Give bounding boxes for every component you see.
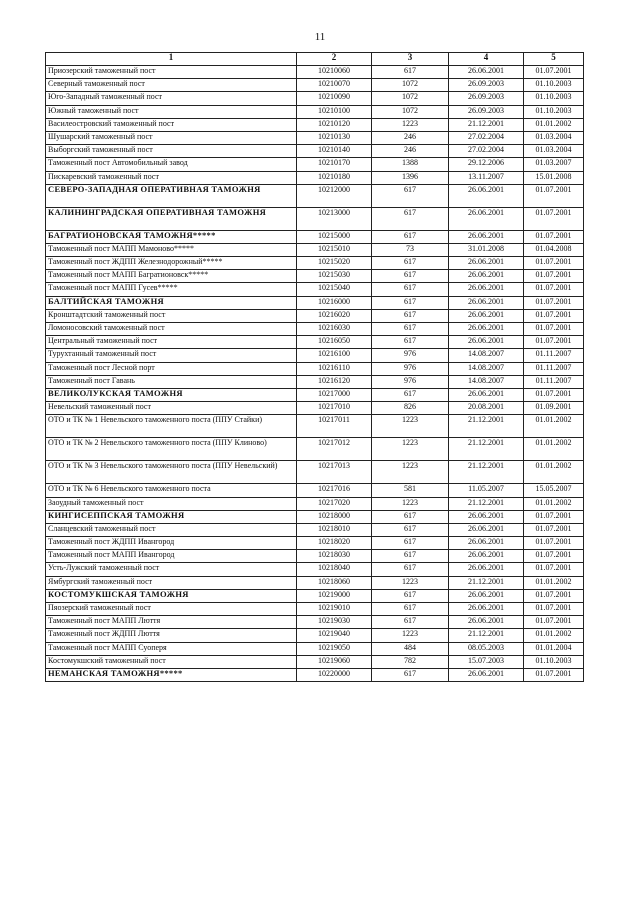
table-row [46,296,584,309]
cell-code: 10216030 [297,323,372,336]
cell-code: 10215000 [297,230,372,243]
table-body [46,66,584,682]
cell-date1: 26.09.2003 [449,79,524,92]
cell-code: 10215010 [297,243,372,256]
cell-date1: 26.06.2001 [449,336,524,349]
cell-c3: 617 [372,589,449,602]
cell-code: 10217000 [297,388,372,401]
table-row [46,642,584,655]
cell-date2: 01.07.2001 [524,668,584,681]
table-row [46,171,584,184]
table-row [46,629,584,642]
cell-c3: 581 [372,484,449,497]
table-row [46,336,584,349]
cell-code: 10217011 [297,415,372,438]
table-row [46,243,584,256]
cell-date1: 26.09.2003 [449,92,524,105]
cell-date1: 26.06.2001 [449,309,524,322]
cell-code: 10218030 [297,550,372,563]
cell-c3: 1223 [372,118,449,131]
cell-c3: 617 [372,323,449,336]
cell-c3: 1223 [372,576,449,589]
cell-code: 10210140 [297,145,372,158]
cell-name: Шушарский таможенный пост [46,131,297,144]
cell-c3: 976 [372,349,449,362]
table-row [46,362,584,375]
table-row [46,484,584,497]
cell-date2: 01.07.2001 [524,66,584,79]
cell-date2: 01.07.2001 [524,270,584,283]
cell-name: Василеостровский таможенный пост [46,118,297,131]
cell-c3: 617 [372,309,449,322]
cell-c3: 1396 [372,171,449,184]
cell-date2: 01.04.2008 [524,243,584,256]
table-row [46,270,584,283]
table-row [46,655,584,668]
cell-date2: 01.07.2001 [524,550,584,563]
cell-date2: 01.07.2001 [524,323,584,336]
cell-c3: 1223 [372,629,449,642]
cell-name: Таможенный пост МАПП Багратионовск***** [46,270,297,283]
cell-code: 10217013 [297,461,372,484]
cell-name: Ямбургский таможенный пост [46,576,297,589]
cell-date1: 13.11.2007 [449,171,524,184]
cell-date1: 26.06.2001 [449,563,524,576]
cell-code: 10210180 [297,171,372,184]
cell-name: Пискаревский таможенный пост [46,171,297,184]
cell-code: 10217020 [297,497,372,510]
table-row [46,145,584,158]
cell-code: 10215030 [297,270,372,283]
table-row [46,184,584,207]
cell-code: 10219010 [297,603,372,616]
cell-name: БАГРАТИОНОВСКАЯ ТАМОЖНЯ***** [46,230,297,243]
cell-code: 10216120 [297,375,372,388]
table-row [46,349,584,362]
column-header-5: 5 [524,53,584,66]
cell-date1: 27.02.2004 [449,131,524,144]
cell-date1: 14.08.2007 [449,349,524,362]
table-row [46,402,584,415]
cell-date2: 01.10.2003 [524,105,584,118]
cell-name: Невельский таможенный пост [46,402,297,415]
cell-c3: 976 [372,362,449,375]
cell-c3: 617 [372,537,449,550]
cell-code: 10219040 [297,629,372,642]
cell-date1: 26.06.2001 [449,388,524,401]
cell-date1: 26.09.2003 [449,105,524,118]
cell-name: Таможенный пост Гавань [46,375,297,388]
cell-c3: 617 [372,207,449,230]
cell-date1: 14.08.2007 [449,375,524,388]
cell-c3: 617 [372,388,449,401]
cell-c3: 617 [372,296,449,309]
cell-date1: 26.06.2001 [449,668,524,681]
cell-code: 10215040 [297,283,372,296]
cell-c3: 1072 [372,92,449,105]
cell-name: ОТО и ТК № 6 Невельского таможенного поста [46,484,297,497]
table-row [46,375,584,388]
cell-date1: 26.06.2001 [449,537,524,550]
cell-date2: 01.01.2002 [524,461,584,484]
cell-date2: 01.11.2007 [524,349,584,362]
cell-date2: 01.01.2002 [524,576,584,589]
cell-date1: 29.12.2006 [449,158,524,171]
cell-name: Таможенный пост ЖДПП Железнодорожный***** [46,257,297,270]
table-row [46,550,584,563]
cell-code: 10210070 [297,79,372,92]
cell-date2: 01.03.2004 [524,131,584,144]
cell-c3: 617 [372,230,449,243]
cell-name: КАЛИНИНГРАДСКАЯ ОПЕРАТИВНАЯ ТАМОЖНЯ [46,207,297,230]
cell-date2: 01.01.2002 [524,118,584,131]
cell-date1: 11.05.2007 [449,484,524,497]
cell-c3: 617 [372,336,449,349]
cell-name: ВЕЛИКОЛУКСКАЯ ТАМОЖНЯ [46,388,297,401]
cell-name: БАЛТИЙСКАЯ ТАМОЖНЯ [46,296,297,309]
cell-date1: 21.12.2001 [449,118,524,131]
cell-date1: 26.06.2001 [449,603,524,616]
cell-name: Заоудный таможенный пост [46,497,297,510]
cell-date2: 01.07.2001 [524,184,584,207]
cell-date2: 01.07.2001 [524,230,584,243]
cell-code: 10219060 [297,655,372,668]
cell-date1: 26.06.2001 [449,296,524,309]
cell-date1: 21.12.2001 [449,629,524,642]
cell-code: 10210100 [297,105,372,118]
cell-date1: 26.06.2001 [449,523,524,536]
table-row [46,309,584,322]
cell-date2: 01.07.2001 [524,207,584,230]
cell-name: Турухтанный таможенный пост [46,349,297,362]
table-row [46,576,584,589]
cell-c3: 617 [372,270,449,283]
column-header-1: 1 [46,53,297,66]
table-row [46,66,584,79]
cell-date1: 26.06.2001 [449,230,524,243]
cell-c3: 617 [372,283,449,296]
cell-date1: 26.06.2001 [449,184,524,207]
cell-c3: 484 [372,642,449,655]
table-row [46,92,584,105]
cell-name: Костомукшский таможенный пост [46,655,297,668]
cell-date2: 01.03.2007 [524,158,584,171]
cell-c3: 617 [372,523,449,536]
cell-code: 10219030 [297,616,372,629]
cell-date1: 20.08.2001 [449,402,524,415]
column-header-3: 3 [372,53,449,66]
cell-name: Юго-Западный таможенный пост [46,92,297,105]
cell-name: Таможенный пост Автомобильный завод [46,158,297,171]
cell-code: 10215020 [297,257,372,270]
table-row [46,497,584,510]
cell-c3: 73 [372,243,449,256]
cell-date1: 26.06.2001 [449,550,524,563]
cell-code: 10219050 [297,642,372,655]
cell-c3: 1223 [372,497,449,510]
cell-name: Таможенный пост МАПП Гусев***** [46,283,297,296]
cell-c3: 1223 [372,461,449,484]
table-row [46,668,584,681]
cell-date2: 01.07.2001 [524,388,584,401]
table-row [46,438,584,461]
cell-c3: 1072 [372,105,449,118]
table-row [46,257,584,270]
cell-date2: 01.07.2001 [524,257,584,270]
cell-date2: 01.01.2002 [524,497,584,510]
cell-date1: 26.06.2001 [449,270,524,283]
cell-name: Сланцевский таможенный пост [46,523,297,536]
cell-name: Таможенный пост МАПП Мамоново***** [46,243,297,256]
cell-c3: 1223 [372,415,449,438]
column-header-4: 4 [449,53,524,66]
cell-c3: 617 [372,563,449,576]
cell-date2: 01.07.2001 [524,309,584,322]
cell-c3: 976 [372,375,449,388]
cell-c3: 617 [372,66,449,79]
table-row [46,207,584,230]
cell-date2: 01.07.2001 [524,589,584,602]
cell-date1: 26.06.2001 [449,283,524,296]
cell-date1: 21.12.2001 [449,415,524,438]
cell-code: 10218060 [297,576,372,589]
cell-code: 10220000 [297,668,372,681]
cell-date2: 01.11.2007 [524,375,584,388]
cell-name: Кронштадтский таможенный пост [46,309,297,322]
cell-c3: 617 [372,550,449,563]
cell-date1: 21.12.2001 [449,576,524,589]
page-number: 11 [314,31,326,43]
cell-code: 10210130 [297,131,372,144]
cell-c3: 1223 [372,438,449,461]
cell-date2: 01.10.2003 [524,79,584,92]
cell-date1: 27.02.2004 [449,145,524,158]
cell-name: Выборгский таможенный пост [46,145,297,158]
cell-date1: 26.06.2001 [449,66,524,79]
cell-name: Ломоносовский таможенный пост [46,323,297,336]
cell-code: 10218010 [297,523,372,536]
cell-date2: 01.07.2001 [524,296,584,309]
cell-code: 10216050 [297,336,372,349]
cell-date2: 01.07.2001 [524,336,584,349]
cell-date1: 08.05.2003 [449,642,524,655]
cell-date2: 15.01.2008 [524,171,584,184]
cell-name: Таможенный пост МАПП Люття [46,616,297,629]
column-header-2: 2 [297,53,372,66]
cell-name: Таможенный пост Лесной порт [46,362,297,375]
cell-name: НЕМАНСКАЯ ТАМОЖНЯ***** [46,668,297,681]
cell-date1: 26.06.2001 [449,589,524,602]
table-row [46,105,584,118]
table-row [46,230,584,243]
cell-name: Центральный таможенный пост [46,336,297,349]
table-row [46,603,584,616]
cell-c3: 246 [372,145,449,158]
table-row [46,563,584,576]
cell-name: Таможенный пост МАПП Суоперя [46,642,297,655]
cell-date2: 01.07.2001 [524,537,584,550]
cell-name: ОТО и ТК № 1 Невельского таможенного поста (ППУ Стайки) [46,415,297,438]
cell-date2: 01.07.2001 [524,523,584,536]
cell-name: Южный таможенный пост [46,105,297,118]
cell-code: 10210170 [297,158,372,171]
cell-date1: 14.08.2007 [449,362,524,375]
cell-name: Таможенный пост ЖДПП Люття [46,629,297,642]
cell-date2: 01.07.2001 [524,510,584,523]
cell-date2: 01.07.2001 [524,283,584,296]
table-row [46,79,584,92]
cell-date2: 01.07.2001 [524,563,584,576]
cell-name: ОТО и ТК № 3 Невельского таможенного поста (ППУ Невельский) [46,461,297,484]
cell-name: Таможенный пост ЖДПП Ивангород [46,537,297,550]
cell-c3: 617 [372,603,449,616]
cell-code: 10210120 [297,118,372,131]
table-row [46,461,584,484]
cell-date1: 21.12.2001 [449,461,524,484]
cell-date2: 01.07.2001 [524,603,584,616]
cell-c3: 1072 [372,79,449,92]
cell-code: 10216000 [297,296,372,309]
cell-code: 10216110 [297,362,372,375]
table-row [46,158,584,171]
table-row [46,537,584,550]
cell-code: 10216020 [297,309,372,322]
cell-code: 10219000 [297,589,372,602]
cell-c3: 246 [372,131,449,144]
cell-c3: 617 [372,257,449,270]
cell-date1: 21.12.2001 [449,497,524,510]
cell-name: Пяозерский таможенный пост [46,603,297,616]
cell-date1: 26.06.2001 [449,616,524,629]
table-row [46,323,584,336]
cell-date2: 01.10.2003 [524,655,584,668]
cell-date2: 01.11.2007 [524,362,584,375]
cell-date2: 01.01.2004 [524,642,584,655]
cell-code: 10217016 [297,484,372,497]
cell-code: 10217012 [297,438,372,461]
cell-code: 10212000 [297,184,372,207]
cell-c3: 617 [372,668,449,681]
table-row [46,283,584,296]
table-row [46,523,584,536]
cell-name: СЕВЕРО-ЗАПАДНАЯ ОПЕРАТИВНАЯ ТАМОЖНЯ [46,184,297,207]
cell-code: 10210060 [297,66,372,79]
cell-c3: 782 [372,655,449,668]
cell-date2: 01.07.2001 [524,616,584,629]
cell-name: Усть-Лужский таможенный пост [46,563,297,576]
cell-date1: 26.06.2001 [449,323,524,336]
table-row [46,510,584,523]
cell-date2: 01.01.2002 [524,438,584,461]
cell-date2: 01.09.2001 [524,402,584,415]
table-row [46,415,584,438]
customs-posts-table [45,52,584,682]
cell-c3: 617 [372,510,449,523]
table-row [46,118,584,131]
table-row [46,616,584,629]
cell-date2: 01.10.2003 [524,92,584,105]
cell-code: 10216100 [297,349,372,362]
cell-c3: 617 [372,616,449,629]
table-row [46,131,584,144]
table-row [46,388,584,401]
cell-name: Северный таможенный пост [46,79,297,92]
cell-date2: 01.03.2004 [524,145,584,158]
cell-date1: 26.06.2001 [449,207,524,230]
cell-date2: 01.01.2002 [524,629,584,642]
cell-code: 10218000 [297,510,372,523]
cell-code: 10217010 [297,402,372,415]
table-header-row [46,53,584,66]
cell-name: ОТО и ТК № 2 Невельского таможенного поста (ППУ Клиново) [46,438,297,461]
cell-date1: 31.01.2008 [449,243,524,256]
cell-date2: 01.01.2002 [524,415,584,438]
cell-name: КОСТОМУКШСКАЯ ТАМОЖНЯ [46,589,297,602]
cell-c3: 826 [372,402,449,415]
cell-code: 10218040 [297,563,372,576]
cell-date1: 26.06.2001 [449,257,524,270]
cell-code: 10213000 [297,207,372,230]
cell-code: 10218020 [297,537,372,550]
cell-date1: 21.12.2001 [449,438,524,461]
cell-c3: 617 [372,184,449,207]
cell-name: КИНГИСЕППСКАЯ ТАМОЖНЯ [46,510,297,523]
cell-name: Приозерский таможенный пост [46,66,297,79]
table-row [46,589,584,602]
cell-name: Таможенный пост МАПП Ивангород [46,550,297,563]
cell-date1: 26.06.2001 [449,510,524,523]
cell-date2: 15.05.2007 [524,484,584,497]
cell-c3: 1388 [372,158,449,171]
cell-code: 10210090 [297,92,372,105]
cell-date1: 15.07.2003 [449,655,524,668]
